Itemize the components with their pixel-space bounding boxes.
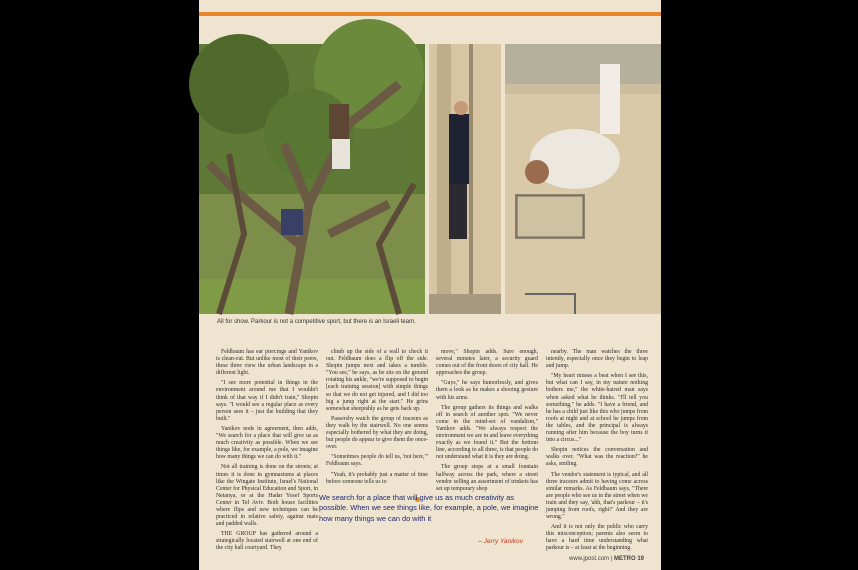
- text-column-1: [216, 349, 318, 569]
- paragraph: "Yeah, it's probably just a matter of time before someone tells us to: [326, 471, 428, 485]
- paragraph: THE GROUP has gathered around a strategically located stairwell at one end of the city hall courtyard. They: [216, 531, 318, 552]
- photo-caption: All for show. Parkour is not a competitive sport, but there is an Israeli team.: [217, 319, 416, 325]
- paragraph: Yanikov nods in agreement, then adds, "We search for a place that will give us as much creativity as possible. When we see things like, for example, a pole, we imagine how many things we can do with it.": [216, 425, 318, 461]
- paragraph: Not all training is done on the streets; at times it is done in gymnasiums at places like the Wingate Institute, Israel's National Center for Physical Education and Sport, in Netanya, or at the Hadar Yosef Sports Center in Tel Aviv. Both house facilities where flips and new techniques can be practiced in relative safety, against mats and padded walls.: [216, 464, 318, 528]
- page-footer: [199, 556, 644, 562]
- paragraph: "Sometimes people do tell us, 'not here,'" Feldbaum says.: [326, 454, 428, 468]
- photo-strip: [199, 44, 661, 314]
- footer-page-number: 19: [637, 556, 644, 562]
- pull-quote-author: – Jerry Yanikov: [478, 538, 523, 545]
- footer-separator: |: [610, 556, 614, 562]
- paragraph: Shopin notices the conversation and walks over. "What was the reaction?" he asks, smiling.: [546, 447, 648, 468]
- paragraph: move," Shopin adds. Sure enough, several minutes later, a security guard comes out of the front doors of city hall. He approaches the group.: [436, 349, 538, 377]
- text-column-4: [546, 349, 648, 552]
- paragraph: "My heart misses a beat when I see this, but what can I say, in my nature nothing bothers me," the white-haired man says when asked what he thinks. "I'll tell you something," he adds. "I have a friend, and he has a child just like this who jumps from roofs at night and at school he jumps from the tables, and the principal is always running after him because the boy turns it into a circus...": [546, 373, 648, 444]
- pull-quote-text: We search for a place that will give us as much creativity as possible. When we see things like, for example, a pole, we imagine how many things we can do with it: [319, 493, 539, 523]
- paragraph: nearby. The man watches the three intently, especially once they begin to leap and jump.: [546, 349, 648, 370]
- paragraph: "I see more potential in things in the environment around me that I wouldn't think of that way if I didn't train," Shopin says. "I would see a regular place as every person sees it – just the building that they built.": [216, 380, 318, 422]
- paragraph: climb up the side of a wall to check it out. Feldbaum does a flip off the side. Shopin jumps next and takes a tumble. "You see," he says, as he sits on the ground rotating his ankle, "we're supposed to begin [each training session] with simple things so that we do not get injured, and I did too big a jump right at the start." He grins somewhat sheepishly as he gets back up.: [326, 349, 428, 412]
- paragraph: Feldbaum has ear piercings and Yanikov is clean-cut. But unlike most of their peers, these three view the urban landscape in a different light.: [216, 349, 318, 377]
- paragraph: And it is not only the public who carry this misconception; parents also seem to have a hard time understanding what parkour is – at least at the beginning.: [546, 524, 648, 552]
- photo-flip: [505, 44, 661, 314]
- paragraph: Passersby watch the group of traceurs as they walk by the stairwell. No one seems especially bothered by what they are doing, but people do appear to give them the once-over.: [326, 415, 428, 451]
- magazine-page: [199, 0, 661, 570]
- paragraph: The group gathers its things and walks off in search of another spot. "We never come in the mind-set of vandalism," Yanikov adds. "We always respect the environment we are in and leave everything exactly as we found it." But the bottom line, according to all three, is that people do not understand what it is they are doing.: [436, 404, 538, 461]
- orange-header-rule: [199, 12, 661, 16]
- footer-section: METRO: [613, 556, 636, 562]
- paragraph: The group stops at a small fountain halfway across the park, where a street vendor selling an assortment of trinkets has set up temporary shop: [436, 464, 538, 492]
- text-column-2: [326, 349, 428, 491]
- photo-wall-climber: [429, 44, 501, 314]
- pull-quote: [319, 493, 541, 553]
- text-column-3: [436, 349, 538, 491]
- photo-tree-climbers: [199, 44, 425, 314]
- footer-url: www.jpost.com: [569, 556, 610, 562]
- paragraph: The vendor's statement is typical, and all three traceurs admit to having come across similar remarks. As Feldbaum says, "There are people who see us in the street when we train and they say, 'ahh, that's parkour – it's jumping from roofs, right?' And they are wrong.": [546, 471, 648, 521]
- paragraph: "Guys," he says humorlessly, and gives them a look as he makes a shooing gesture with his arms.: [436, 380, 538, 401]
